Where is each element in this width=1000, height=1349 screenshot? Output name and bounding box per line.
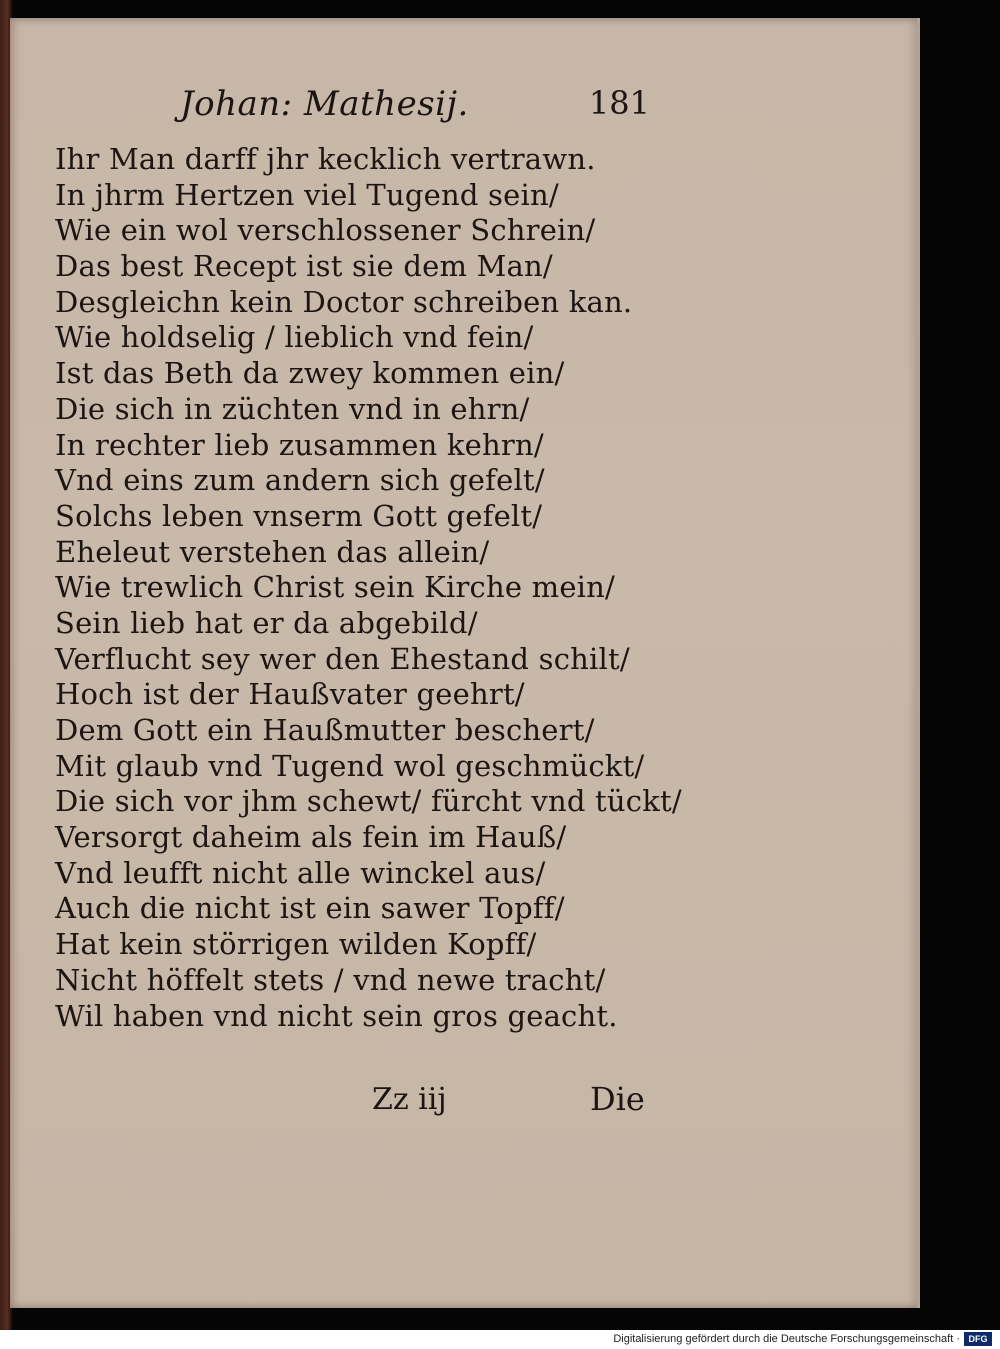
- digitization-credit-bar: [0, 1330, 1000, 1349]
- verse-line: Auch die nicht ist ein sawer Topff/: [55, 891, 565, 926]
- verse-line: Ist das Beth da zwey kommen ein/: [55, 356, 565, 391]
- verse-line: Hat kein störrigen wilden Kopff/: [55, 927, 537, 962]
- verse-line: Hoch ist der Haußvater geehrt/: [55, 677, 525, 712]
- signature-mark: Zz iij: [372, 1082, 447, 1117]
- page-header: [180, 84, 650, 134]
- verse-line: In rechter lieb zusammen kehrn/: [55, 427, 544, 462]
- verse-line: Wil haben vnd nicht sein gros geacht.: [55, 998, 618, 1033]
- funding-credit-text: Digitalisierung gefördert durch die Deutsche Forschungsgemeinschaft ·: [613, 1333, 960, 1345]
- verse-line: Dem Gott ein Haußmutter beschert/: [55, 713, 595, 747]
- catchword: Die: [590, 1080, 645, 1118]
- verse-line: Mit glaub vnd Tugend wol geschmückt/: [55, 748, 645, 783]
- verse-line: Versorgt daheim als fein im Hauß/: [55, 820, 567, 855]
- verse-line: Sein lieb hat er da abgebild/: [55, 605, 478, 640]
- verse-line: Wie holdselig / lieblich vnd fein/: [55, 320, 534, 355]
- verse-line: Vnd eins zum andern sich gefelt/: [55, 463, 545, 498]
- verse-line: In jhrm Hertzen viel Tugend sein/: [55, 177, 559, 212]
- verse-line: Verflucht sey wer den Ehestand schilt/: [55, 641, 630, 676]
- dfg-logo: DFG: [964, 1332, 992, 1346]
- verse-line: Die sich vor jhm schewt/ fürcht vnd tückt/: [55, 784, 682, 819]
- verse-line: Die sich in züchten vnd in ehrn/: [55, 391, 530, 426]
- verse-line: Desgleichn kein Doctor schreiben kan.: [55, 284, 633, 319]
- verse-list: [55, 142, 875, 1034]
- verse-line: Solchs leben vnserm Gott gefelt/: [55, 498, 543, 533]
- page-number: 181: [588, 84, 650, 122]
- verse-line: Wie trewlich Christ sein Kirche mein/: [55, 570, 615, 605]
- verse-line: Wie ein wol verschlossener Schrein/: [55, 213, 596, 248]
- page-edge: [917, 18, 920, 1308]
- verse-line: Eheleut verstehen das allein/: [55, 534, 490, 569]
- verse-line: Das best Recept ist sie dem Man/: [55, 249, 553, 284]
- verse-line: Vnd leufft nicht alle winckel aus/: [55, 855, 546, 890]
- verse-line: Ihr Man darff jhr kecklich vertrawn.: [55, 142, 596, 176]
- running-head: Johan: Mathesij.: [180, 84, 469, 124]
- verse-line: Nicht höffelt stets / vnd newe tracht/: [55, 962, 606, 997]
